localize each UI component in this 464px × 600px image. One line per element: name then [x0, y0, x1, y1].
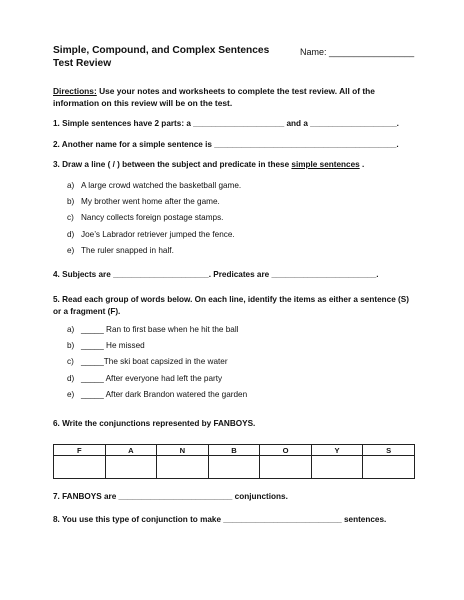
title-line-2: Test Review: [53, 58, 112, 69]
fanboys-answer-cell[interactable]: [363, 456, 415, 479]
fanboys-answer-cell[interactable]: [311, 456, 363, 479]
question-7: 7. FANBOYS are _________________________ conjunctions.: [53, 492, 288, 501]
directions-text: Use your notes and worksheets to complete the test review. All of the: [96, 86, 375, 96]
q3-item-d: d) Joe’s Labrador retriever jumped the fence.: [67, 230, 235, 239]
fanboys-letter-a: A: [105, 445, 157, 456]
fanboys-header-row: [54, 445, 415, 456]
question-3-underlined: simple sentences: [291, 160, 360, 169]
q5-item-e: e) _____ After dark Brandon watered the garden: [67, 390, 248, 399]
question-1: 1. Simple sentences have 2 parts: a ____________________ and a ___________________.: [53, 119, 399, 128]
fanboys-letter-y: Y: [311, 445, 363, 456]
question-3-end: .: [359, 160, 365, 169]
question-3: [53, 160, 364, 169]
question-6: 6. Write the conjunctions represented by FANBOYS.: [53, 419, 256, 428]
directions-line-2: information on this review will be on the test.: [53, 98, 233, 108]
fanboys-letter-f: F: [54, 445, 106, 456]
fanboys-letter-o: O: [260, 445, 312, 456]
q3-item-e: e) The ruler snapped in half.: [67, 246, 174, 255]
q5-item-c: c) _____The ski boat capsized in the water: [67, 357, 228, 366]
question-5-line-1: 5. Read each group of words below. On each line, identify the items as either a sentence (S): [53, 295, 409, 304]
q5-item-b: b) _____ He missed: [67, 341, 145, 350]
question-8: 8. You use this type of conjunction to make __________________________ sentences.: [53, 515, 387, 524]
name-field: Name: _________________: [300, 47, 415, 57]
q5-item-a: a) _____ Ran to first base when he hit the ball: [67, 325, 239, 334]
fanboys-answer-cell[interactable]: [105, 456, 157, 479]
question-3-text: 3. Draw a line ( / ) between the subject and predicate in these: [53, 160, 292, 169]
q3-item-a: a) A large crowd watched the basketball game.: [67, 181, 242, 190]
question-5-line-2: or a fragment (F).: [53, 307, 121, 316]
q5-item-d: d) _____ After everyone had left the party: [67, 374, 223, 383]
question-4: 4. Subjects are _____________________. Predicates are _______________________.: [53, 270, 379, 279]
fanboys-letter-n: N: [157, 445, 209, 456]
directions-label: Directions:: [53, 86, 97, 96]
fanboys-answer-cell[interactable]: [157, 456, 209, 479]
q3-item-c: c) Nancy collects foreign postage stamps.: [67, 213, 224, 222]
title-line-1: Simple, Compound, and Complex Sentences: [53, 45, 270, 56]
fanboys-answer-cell[interactable]: [54, 456, 106, 479]
fanboys-answer-cell[interactable]: [260, 456, 312, 479]
fanboys-letter-b: B: [208, 445, 260, 456]
fanboys-answer-row: [54, 456, 415, 479]
q3-item-b: b) My brother went home after the game.: [67, 197, 220, 206]
fanboys-table: [53, 444, 415, 479]
fanboys-answer-cell[interactable]: [208, 456, 260, 479]
directions-line-1: [53, 86, 375, 96]
fanboys-letter-s: S: [363, 445, 415, 456]
question-2: 2. Another name for a simple sentence is ________________________________________.: [53, 140, 399, 149]
